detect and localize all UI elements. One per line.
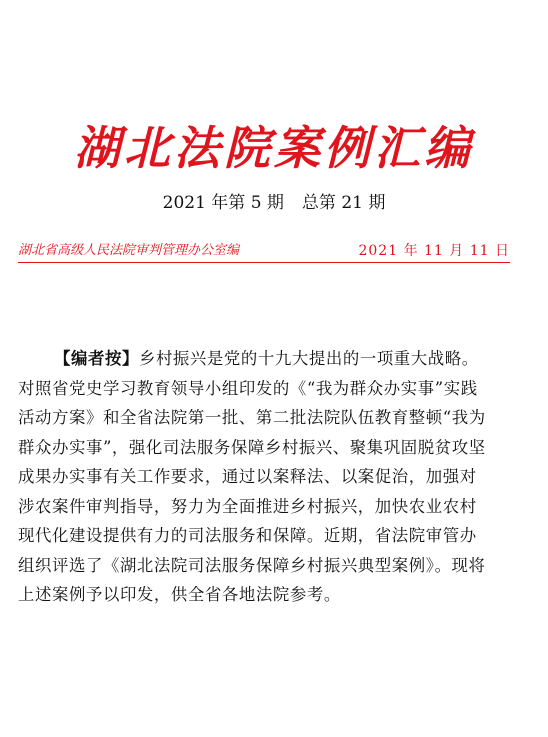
editor-note-line: 成果办实事有关工作要求，通过以案释法、以案促治，加强对 xyxy=(18,467,477,486)
publisher-name: 湖北省高级人民法院审判管理办公室编 xyxy=(18,243,240,258)
editor-note-line: 组织评选了《湖北法院司法服务保障乡村振兴典型案例》。现将 xyxy=(18,555,486,575)
editor-note-line: 对照省党史学习教育领导小组印发的《“我为群众办实事”实践 xyxy=(18,378,478,398)
editor-note-line: 现代化建设提供有力的司法服务和保障。近期，省法院审管办 xyxy=(18,526,477,545)
total-issue: 总第 21 期 xyxy=(301,193,386,213)
publisher-row xyxy=(18,240,510,262)
masthead-title: 湖北法院案例汇编 xyxy=(74,121,474,175)
editor-note-line: 活动方案》和全省法院第一批、第二批法院队伍教育整顿“我为 xyxy=(18,408,486,427)
editor-note-line: 上述案例予以印发，供全省各地法院参考。 xyxy=(18,585,341,604)
editor-note-line xyxy=(18,344,518,374)
publication-date: 2021 年 11 月 11 日 xyxy=(358,243,510,259)
editor-note xyxy=(18,344,518,610)
year-issue: 2021 年第 5 期 xyxy=(162,193,284,213)
editor-note-tag: 【编者按】 xyxy=(54,349,139,368)
editor-note-line: 群众办实事”，强化司法服务保障乡村振兴、聚集巩固脱贫攻坚 xyxy=(18,437,486,457)
issue-line xyxy=(0,190,548,216)
header-divider xyxy=(18,262,510,263)
editor-note-text: 乡村振兴是党的十九大提出的一项重大战略。 xyxy=(138,349,479,368)
editor-note-line: 涉农案件审判指导，努力为全面推进乡村振兴，加快农业农村 xyxy=(18,496,477,516)
